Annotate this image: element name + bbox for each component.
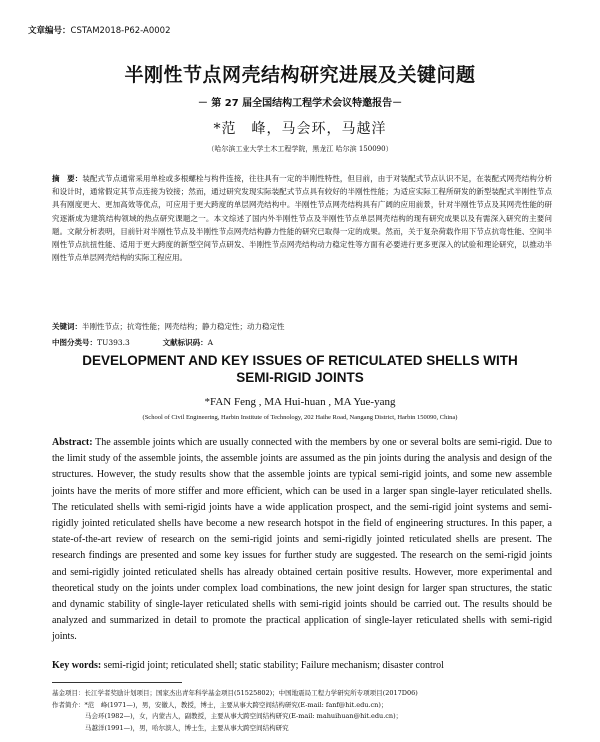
funding-text: 长江学者奖励计划项目；国家杰出青年科学基金项目(51525802)；中国地震局工程力学研究所专项项目(2017D06) [84,689,418,697]
footnote-divider [52,682,182,683]
chinese-keywords-label: 关键词： [52,322,82,331]
document-code-value: A [207,338,213,347]
english-keywords-text: semi-rigid joint; reticulated shell; static stability; Failure mechanism; disaster control [103,660,444,671]
english-title-line-2: SEMI-RIGID JOINTS [236,370,364,385]
chinese-keywords [52,321,552,332]
english-title [0,352,600,386]
classification-line [52,337,552,348]
english-abstract-label: Abstract: [52,437,93,448]
author-info-label: 作者简介： [52,700,85,709]
funding-footnote [52,688,572,700]
chinese-affiliation: （哈尔滨工业大学土木工程学院，黑龙江 哈尔滨 150090） [207,145,393,153]
document-code-label: 文献标识码： [162,338,208,347]
author-footnote-3: 马越洋(1991—)，男，哈尔滨人，博士生，主要从事大跨空间结构研究 [85,723,289,732]
article-number-value: CSTAM2018-P62-A0002 [70,26,171,36]
chinese-subtitle: － 第 27 届全国结构工程学术会议特邀报告－ [197,98,403,109]
classification-label: 中图分类号： [52,338,97,347]
author-footnote-2: 马会环(1982—)，女，内蒙古人，副教授，主要从事大跨空间结构研究(E-mail: mahuihuan@hit.edu.cn)； [85,712,403,720]
english-abstract [52,435,552,646]
english-abstract-text: The assemble joints which are usually connected with the members by one or several bolts are semi-rigid. Due to the limit study of the assemble joints, the assemble joints are assumed as the pin joints during the analysis and design of the structures. However, the study results show that the assemble joints are typical semi-rigid joints, and some new assemble joints have the merits of more stiffer and more efficient, which can be used in a larger span single-layer reticulated shells. The reticulated shells with semi-rigid joints have a wide application prospect, and the semi-rigid joint systems and semi-rigidly jointed reticulated shells have become a new research hotspot in the field of engineering structures. In this paper, a state-of-the-art review of research on the semi-rigid joints and semi-rigidly jointed reticulated shells are present. The research findings are presented and some key issues for further study are suggested. The research on the semi-rigid joints and semi-rigidly jointed reticulated shells has already obtained certain positive results. However, more experimental and theoretical study on the joints under complex load combinations, the new joint design for larger span structures, the static and dynamic stability of single-layer reticulated shells with semi-rigid joints should be carried out. The results should be analyzed and summarized in detail to promote the practical application of single-layer reticulated shells with semi-rigid joints. [52,437,552,643]
english-keywords-label: Key words: [52,660,102,671]
author-footnote-1 [52,700,572,712]
classification-value: TU393.3 [97,338,130,347]
english-affiliation: (School of Civil Engineering, Harbin Institute of Technology, 202 Haihe Road, Nangang District, Harbin 150090, China) [142,414,458,421]
author-1-info: *范 峰(1971—)，男，安徽人，教授，博士，主要从事大跨空间结构研究(E-mail: fanf@hit.edu.cn)； [84,700,388,709]
chinese-authors: *范 峰，马会环，马越洋 [213,121,387,137]
funding-label: 基金项目： [52,689,85,697]
chinese-keywords-text: 半刚性节点；抗弯性能；网壳结构；静力稳定性；动力稳定性 [82,322,285,331]
chinese-abstract-label: 摘 要： [52,174,83,183]
article-number [28,24,171,36]
english-authors: *FAN Feng , MA Hui-huan , MA Yue-yang [204,396,396,408]
english-keywords [52,660,552,671]
footnotes [52,688,572,734]
chinese-title: 半刚性节点网壳结构研究进展及关键问题 [124,64,476,86]
chinese-abstract-text: 装配式节点通常采用单栓或多根螺栓与构件连接，往往具有一定的半刚性特性，但目前，由于对装配式节点认识不足，在装配式网壳结构分析和设计时，通常假定其节点连接为铰接；然而，通过研究发现实际装配式节点具有较好的半刚性性能；为适应实际工程所研发的新型装配式半刚性节点具有刚度更大、更加高效等优点，可应用于更大跨度的单层网壳结构中。半刚性节点网壳结构具有广阔的应用前景，针对半刚性节点及其网壳性能的研究逐渐成为建筑结构领域的热点研究课题之一。本文综述了国内外半刚性节点及半刚性节点单层网壳结构的现有研究成果以及有需深入研究的主要问题。文献分析表明，目前针对半刚性节点及半刚性节点网壳结构静力性能的研究已取得一定的成果。然而，关于复杂荷载作用下节点抗弯性能、空间半刚性节点抗扭性能、适用于更大跨度的新型空间节点研发、半刚性节点网壳结构动力稳定性等方面有必要进行更多更深入的试验和理论研究，以推动半刚性节点单层网壳结构的实际工程应用。 [52,174,553,263]
chinese-abstract [52,172,552,264]
english-title-line-1: DEVELOPMENT AND KEY ISSUES OF RETICULATED SHELLS WITH [82,353,518,368]
article-number-label: 文章编号： [28,26,71,36]
